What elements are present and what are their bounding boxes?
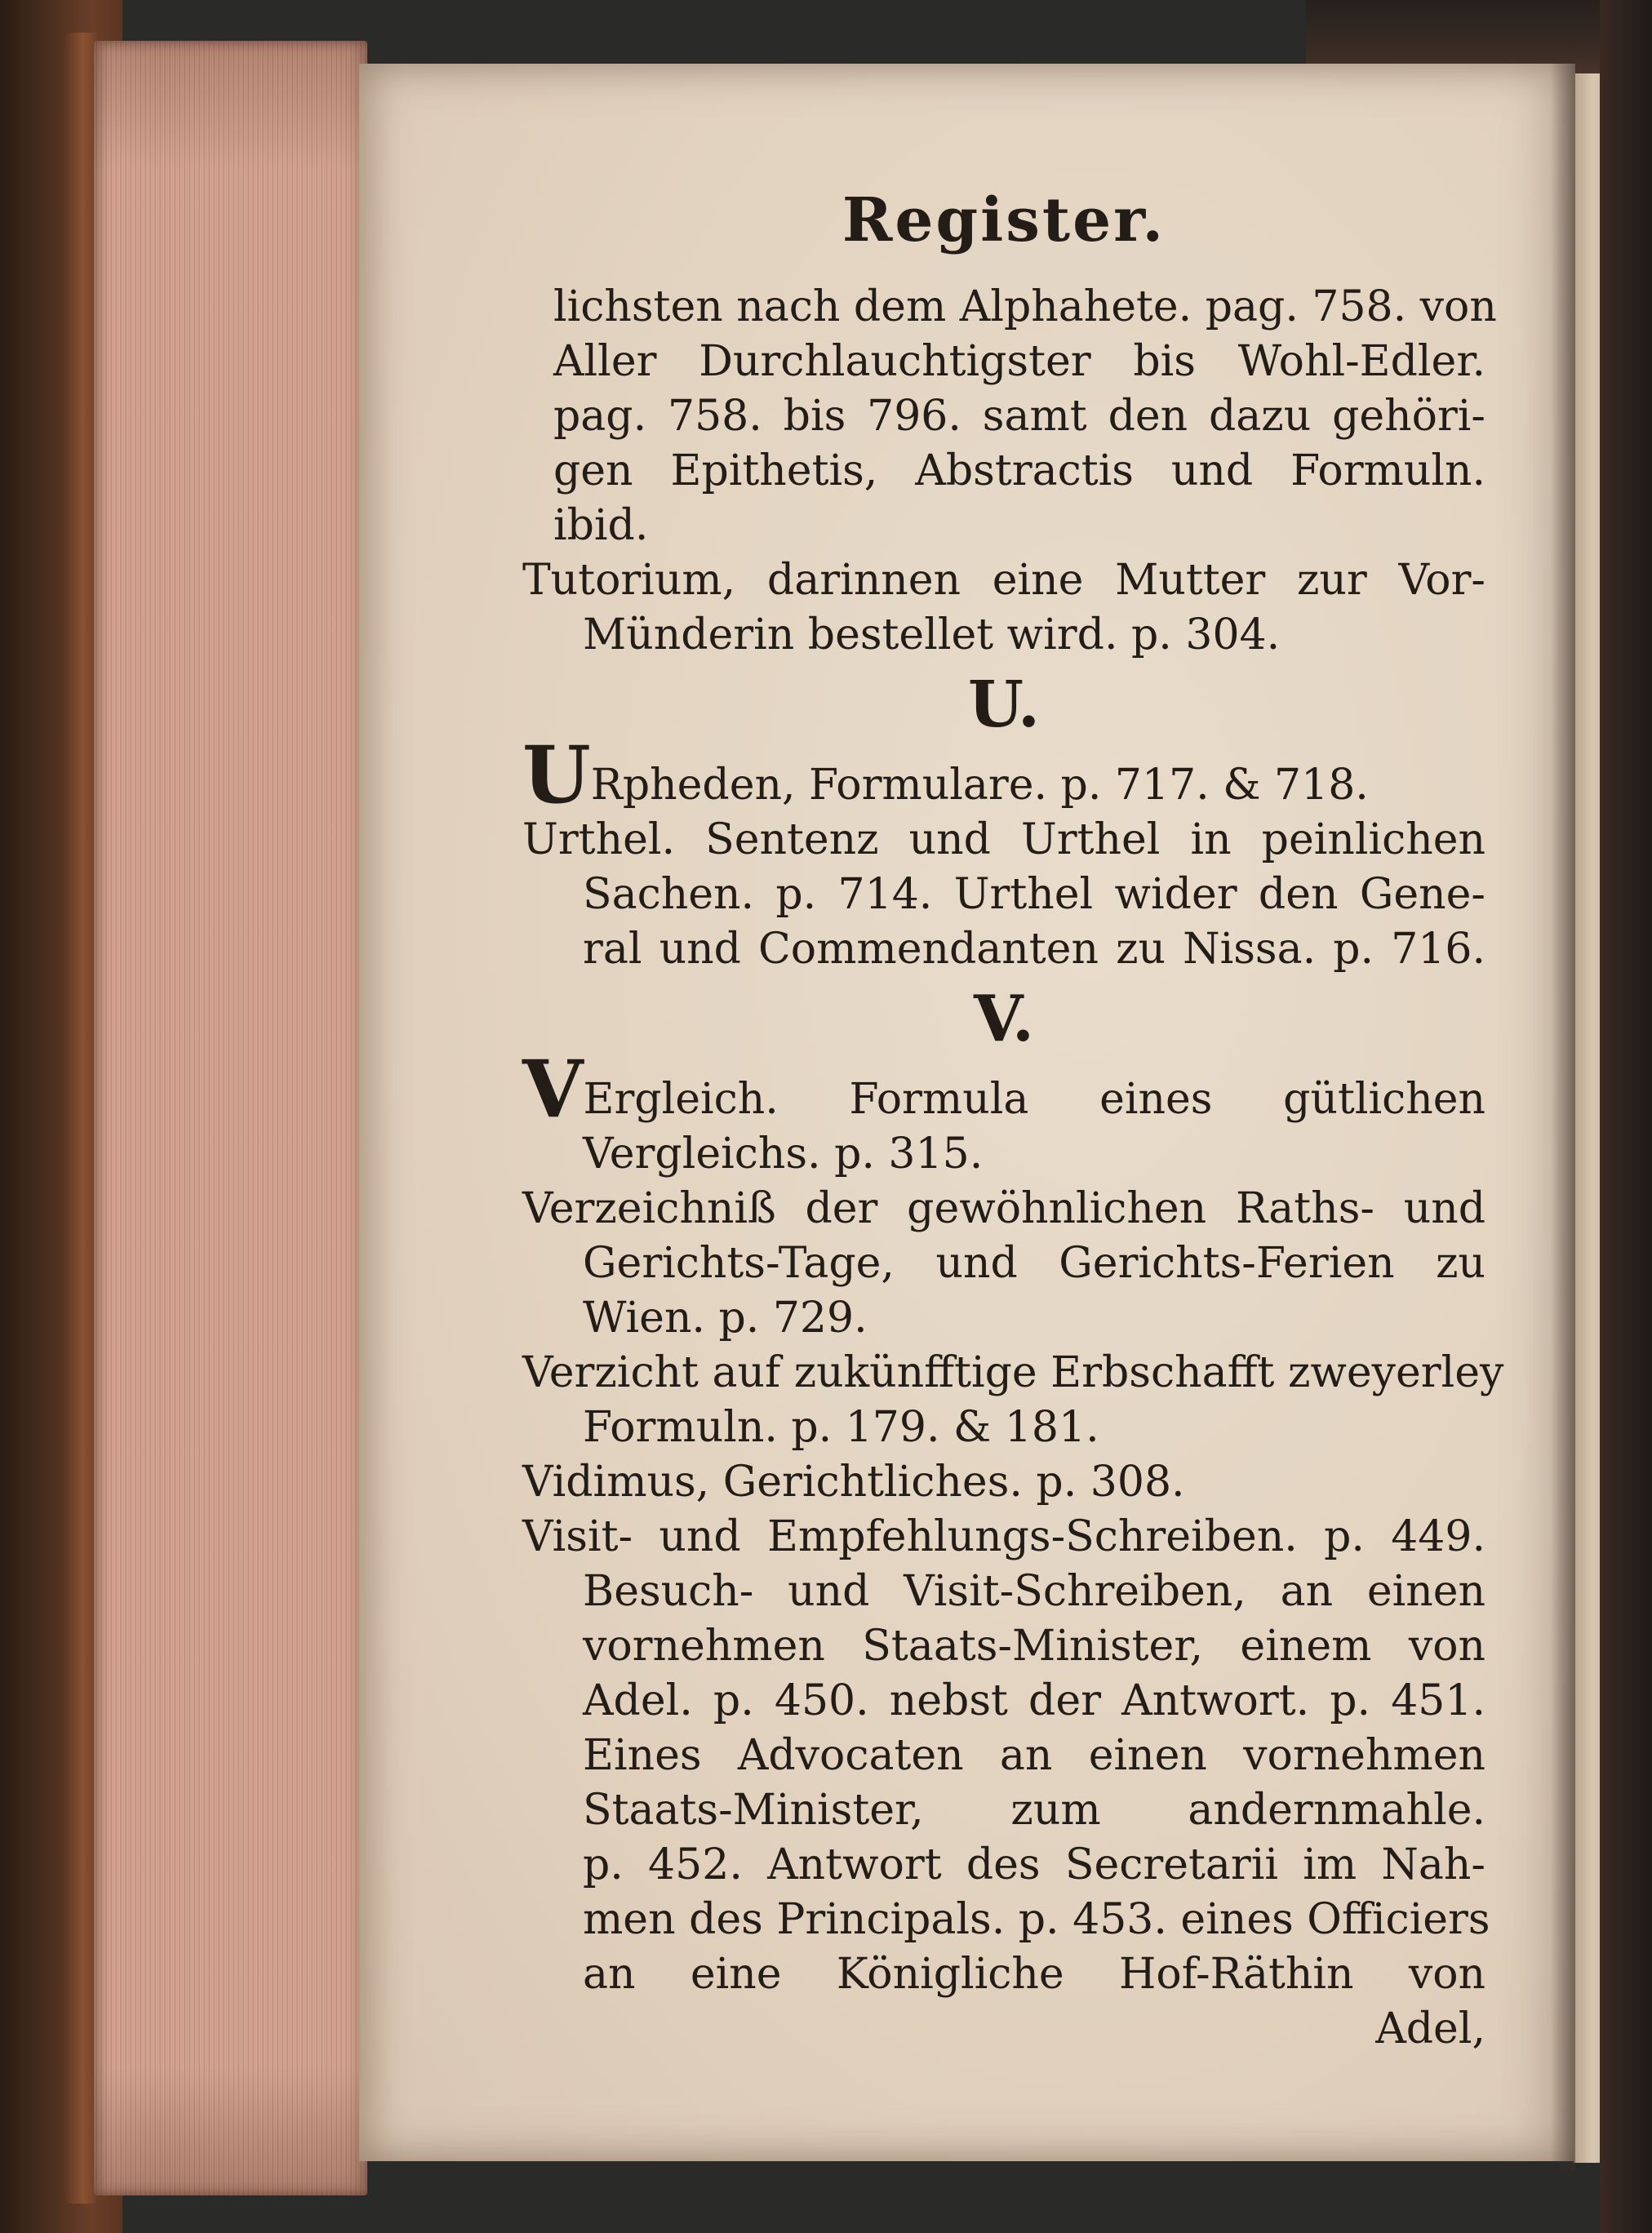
entry-verzeichniss bbox=[522, 1182, 1485, 1346]
text-line: gen Epithetis, Abstractis und Formuln. bbox=[553, 446, 1485, 495]
running-head: Register. bbox=[842, 185, 1166, 255]
page-stack-fore-edge bbox=[94, 41, 367, 2195]
section-letter-v: V. bbox=[973, 982, 1035, 1056]
text-line: Vergleichs. p. 315. bbox=[583, 1130, 984, 1179]
text-line: Visit- und Empfehlungs-Schreiben. p. 449. bbox=[522, 1512, 1485, 1561]
text-line bbox=[522, 729, 1485, 821]
entry-continued bbox=[522, 280, 1497, 553]
catchword: Adel, bbox=[1375, 2004, 1485, 2053]
entry-vergleich bbox=[522, 1043, 1485, 1182]
text-line bbox=[522, 1043, 1485, 1135]
text-line: Gerichts-Tage, und Gerichts-Ferien zu bbox=[583, 1239, 1485, 1288]
entry-urpheden bbox=[522, 729, 1485, 821]
text-line: Besuch- und Visit-Schreiben, an einen bbox=[583, 1567, 1485, 1616]
text-line: ibid. bbox=[553, 501, 649, 550]
text-line: Eines Advocaten an einen vornehmen bbox=[583, 1731, 1485, 1780]
page-gutter bbox=[1551, 49, 1575, 2171]
text-line: Staats-Minister, zum andernmahle. bbox=[583, 1786, 1485, 1835]
text-line: Adel. p. 450. nebst der Antwort. p. 451. bbox=[583, 1676, 1485, 1725]
text-line: Urthel. Sentenz und Urthel in peinlichen bbox=[522, 815, 1485, 864]
text-line: ral und Commendanten zu Nissa. p. 716. bbox=[583, 925, 1485, 974]
text-line: Tutorium, darinnen eine Mutter zur Vor- bbox=[522, 556, 1485, 605]
text-line: Formuln. p. 179. & 181. bbox=[583, 1403, 1099, 1452]
initial-letter: V bbox=[522, 1043, 584, 1135]
text-line: p. 452. Antwort des Secretarii im Nah- bbox=[583, 1840, 1485, 1889]
text-line: Wien. p. 729. bbox=[583, 1294, 868, 1343]
entry-verzicht bbox=[522, 1346, 1504, 1455]
entry-tutorium bbox=[522, 553, 1485, 663]
text-line: lichsten nach dem Alphahete. pag. 758. von bbox=[553, 282, 1497, 331]
initial-letter: U bbox=[522, 729, 591, 821]
section-letter-u: U. bbox=[967, 668, 1041, 742]
text-line: Aller Durchlauchtigster bis Wohl-Edler. bbox=[553, 337, 1485, 386]
entry-visit bbox=[522, 1510, 1490, 2002]
cover-edge bbox=[64, 33, 96, 2204]
catchword-block bbox=[522, 2002, 1485, 2057]
text-line: Vidimus, Gerichtliches. p. 308. bbox=[522, 1458, 1185, 1507]
text-line-rest: Rpheden, Formulare. p. 717. & 718. bbox=[590, 761, 1369, 810]
text-line: Verzicht auf zukünfftige Erbschafft zweyerley bbox=[522, 1348, 1504, 1397]
text-line: pag. 758. bis 796. samt den dazu gehöri- bbox=[553, 392, 1485, 441]
text-line: vornehmen Staats-Minister, einem von bbox=[583, 1622, 1485, 1671]
page-text bbox=[522, 184, 1504, 2057]
entry-urthel bbox=[522, 813, 1485, 977]
background-edge bbox=[1600, 0, 1652, 2233]
text-line: Sachen. p. 714. Urthel wider den Gene- bbox=[583, 870, 1485, 919]
text-line: Verzeichniß der gewöhnlichen Raths- und bbox=[522, 1184, 1485, 1233]
entry-vidimus bbox=[522, 1455, 1485, 1510]
text-line-rest: Ergleich. Formula eines gütlichen bbox=[583, 1075, 1485, 1124]
text-line: Münderin bestellet wird. p. 304. bbox=[583, 610, 1281, 659]
text-line: men des Principals. p. 453. eines Officiers bbox=[583, 1895, 1490, 1944]
text-line: an eine Königliche Hof-Räthin von bbox=[583, 1950, 1485, 1999]
